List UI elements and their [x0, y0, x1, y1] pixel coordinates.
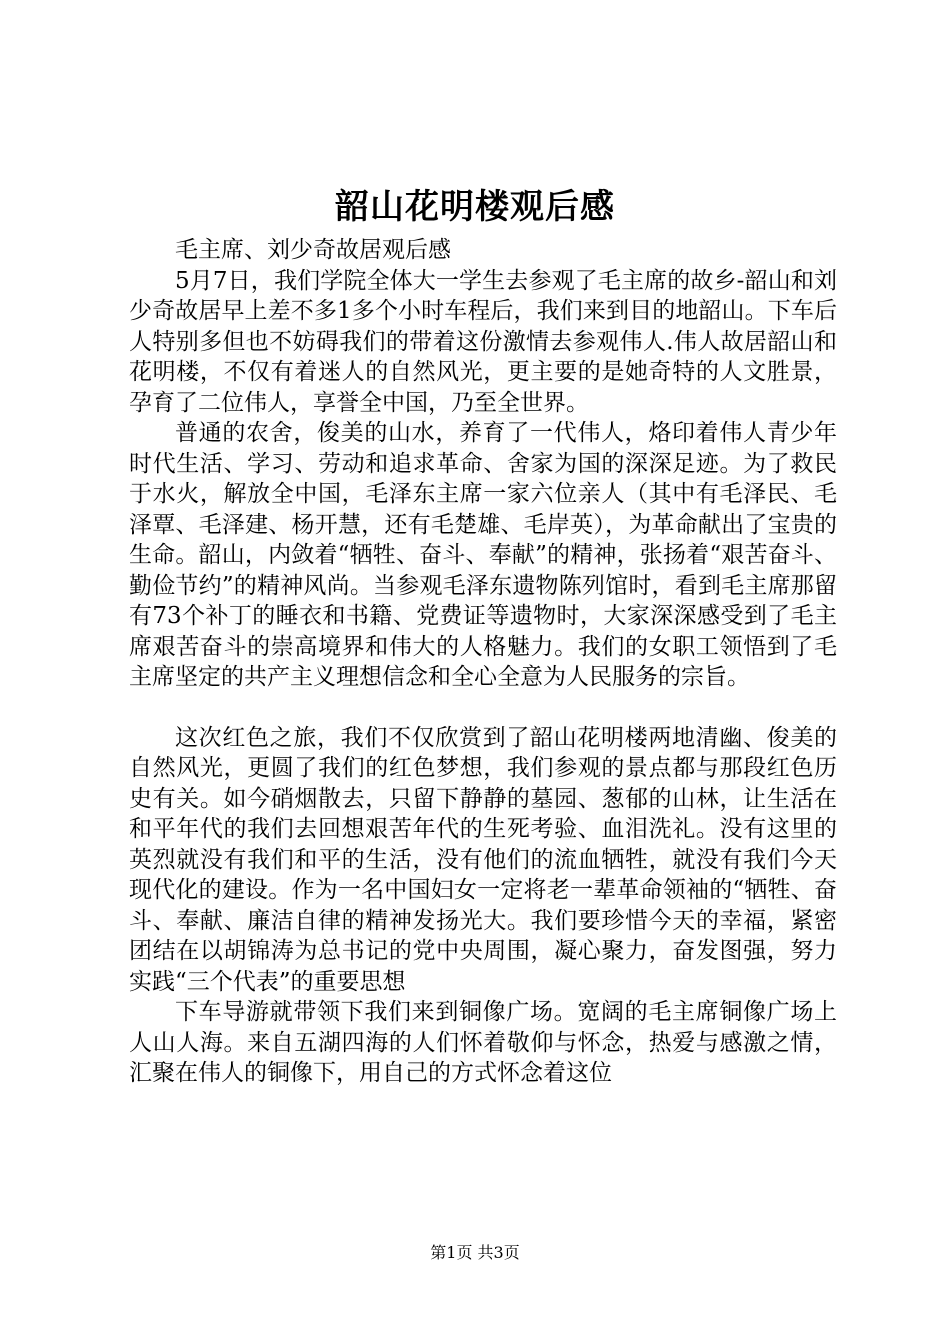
- document-body: [129, 235, 837, 1089]
- paragraph-statue-square: 下车导游就带领下我们来到铜像广场。宽阔的毛主席铜像广场上人山人海。来自五湖四海的人们怀着敬仰与怀念，热爱与感激之情，汇聚在伟人的铜像下，用自己的方式怀念着这位: [129, 999, 837, 1086]
- document-title: 韶山花明楼观后感: [335, 187, 615, 227]
- page-footer: 第1页 共3页: [430, 1243, 520, 1262]
- paragraph-red-tour: 这次红色之旅，我们不仅欣赏到了韶山花明楼两地清幽、俊美的自然风光，更圆了我们的红色梦想，我们参观的景点都与那段红色历史有关。如今硝烟散去，只留下静静的墓园、葱郁的山林，让生活在和平年代的我们去回想艰苦年代的生死考验、血泪洗礼。没有这里的英烈就没有我们和平的生活，没有他们的流血牺牲，就没有我们今天现代化的建设。作为一名中国妇女一定将老一辈革命领袖的“牺牲、奋斗、奉献、廉洁自律的精神发扬光大。我们要珍惜今天的幸福，紧密团结在以胡锦涛为总书记的党中央周围，凝心聚力，奋发图强，努力实践“三个代表”的重要思想: [129, 724, 837, 995]
- paragraph-farmhouse: 普通的农舍，俊美的山水，养育了一代伟人，烙印着伟人青少年时代生活、学习、劳动和追求革命、舍家为国的深深足迹。为了救民于水火，解放全中国，毛泽东主席一家六位亲人（其中有毛泽民、毛泽覃、毛泽建、杨开慧，还有毛楚雄、毛岸英），为革命献出了宝贵的生命。韶山，内敛着“牺牲、奋斗、奉献”的精神，张扬着“艰苦奋斗、勤俭节约”的精神风尚。当参观毛泽东遗物陈列馆时，看到毛主席那留有73个补丁的睡衣和书籍、党费证等遗物时，大家深深感受到了毛主席艰苦奋斗的崇高境界和伟大的人格魅力。我们的女职工领悟到了毛主席坚定的共产主义理想信念和全心全意为人民服务的宗旨。: [129, 420, 837, 690]
- paragraph-subtitle: 毛主席、刘少奇故居观后感: [175, 237, 451, 263]
- paragraph-intro: 5月7日，我们学院全体大一学生去参观了毛主席的故乡-韶山和刘少奇故居早上差不多1多个小时车程后，我们来到目的地韶山。下车后人特别多但也不妨碍我们的带着这份激情去参观伟人.伟人故居韶山和花明楼，不仅有着迷人的自然风光，更主要的是她奇特的人文胜景，孕育了二位伟人，享誉全中国，乃至全世界。: [129, 267, 837, 416]
